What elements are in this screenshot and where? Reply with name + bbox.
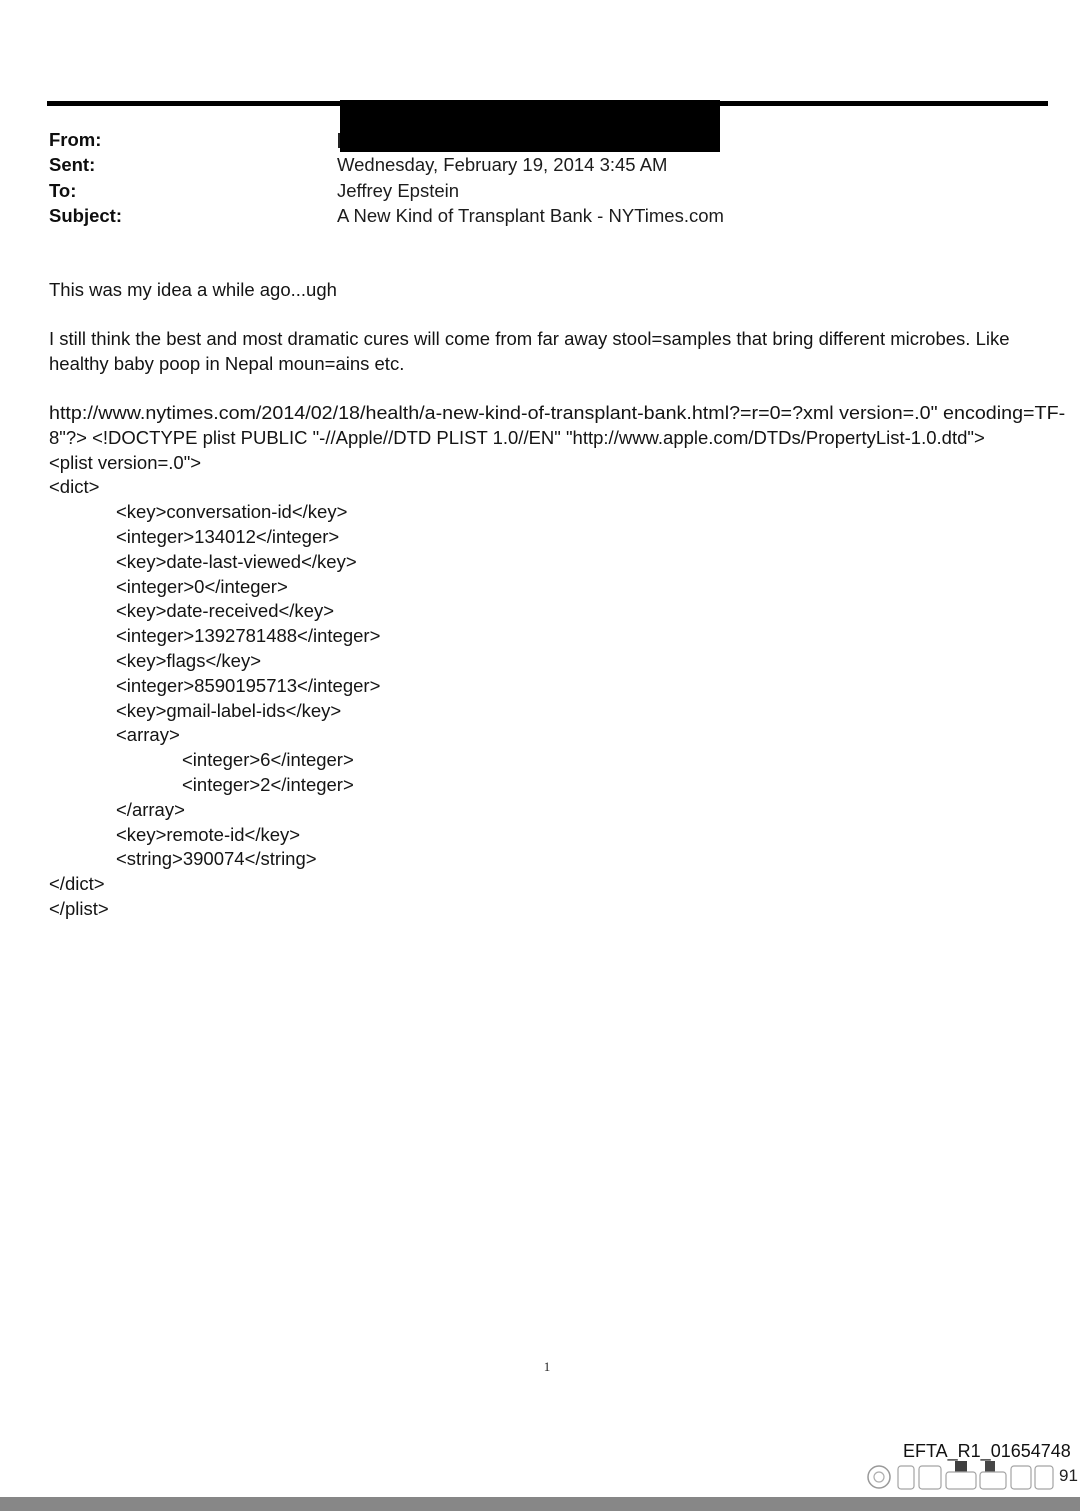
pasted-line: <integer>0</integer> — [116, 575, 288, 597]
bates-number: EFTA_R1_01654748 — [903, 1441, 1071, 1461]
pasted-line: <integer>134012</integer> — [116, 525, 340, 547]
pasted-line: <key>gmail-label-ids</key> — [116, 699, 342, 721]
thought-line: healthy baby poop in Nepal moun=ains etc. — [49, 352, 405, 374]
pasted-line: <integer>8590195713</integer> — [116, 674, 381, 696]
sent-row — [49, 152, 809, 177]
pasted-plist-block — [49, 401, 1069, 922]
page-number: 1 — [543, 1359, 551, 1374]
watermark — [866, 1460, 1056, 1494]
sent-value: Wednesday, February 19, 2014 3:45 AM — [337, 154, 668, 176]
trailing-fragment: 91 — [1059, 1466, 1078, 1485]
thought-line: I still think the best and most dramatic cures will come from far away stool=samples that bring different microbes. Like — [49, 328, 1010, 349]
bottom-scan-band — [0, 1497, 1080, 1511]
pasted-line: <integer>1392781488</integer> — [116, 625, 381, 647]
pasted-line: <integer>6</integer> — [182, 749, 354, 771]
pasted-line: <array> — [116, 724, 180, 746]
pasted-line: <integer>2</integer> — [182, 773, 354, 795]
watermark-glyph — [980, 1472, 1006, 1489]
pasted-line — [49, 401, 1069, 426]
body-thought — [49, 327, 1049, 377]
to-row — [49, 178, 809, 203]
watermark-glyph — [1011, 1466, 1031, 1489]
sent-label: Sent: — [49, 154, 96, 176]
intro-line: This was my idea a while ago...ugh — [49, 279, 337, 300]
article-url-text: http://www.nytimes.com/2014/02/18/health/a-new-kind-of-transplant-bank.html?=r=0=?xml version=.0" encoding=TF- — [49, 402, 1066, 423]
pasted-line: <plist version=.0"> — [49, 451, 202, 473]
watermark-glyph — [1035, 1466, 1053, 1489]
pasted-line: <string>390074</string> — [116, 848, 317, 870]
pasted-line: <key>date-last-viewed</key> — [116, 550, 357, 572]
pasted-line: <key>date-received</key> — [116, 600, 335, 622]
pasted-line: 8"?> <!DOCTYPE plist PUBLIC "-//Apple//DTD PLIST 1.0//EN" "http://www.apple.com/DTDs/PropertyList-1.0.dtd"> — [49, 426, 985, 448]
pasted-line: <key>remote-id</key> — [116, 823, 301, 845]
pasted-line: <dict> — [49, 476, 100, 498]
watermark-logo-ring — [868, 1466, 890, 1488]
pasted-line: <key>flags</key> — [116, 649, 262, 671]
email-header — [49, 127, 809, 228]
pasted-line: </dict> — [49, 873, 105, 895]
watermark-glyph — [946, 1472, 976, 1489]
subject-row — [49, 203, 809, 228]
pasted-line: </array> — [116, 798, 185, 820]
pasted-line: </plist> — [49, 897, 109, 919]
pasted-line: <key>conversation-id</key> — [116, 501, 348, 523]
subject-value: A New Kind of Transplant Bank - NYTimes.com — [337, 204, 724, 226]
body-intro — [49, 278, 1049, 303]
from-row — [49, 127, 809, 152]
watermark-glyph — [919, 1466, 941, 1489]
to-value: Jeffrey Epstein — [337, 179, 460, 201]
from-label: From: — [49, 129, 102, 150]
to-label: To: — [49, 179, 77, 201]
watermark-glyph — [898, 1466, 914, 1489]
subject-label: Subject: — [49, 204, 122, 226]
